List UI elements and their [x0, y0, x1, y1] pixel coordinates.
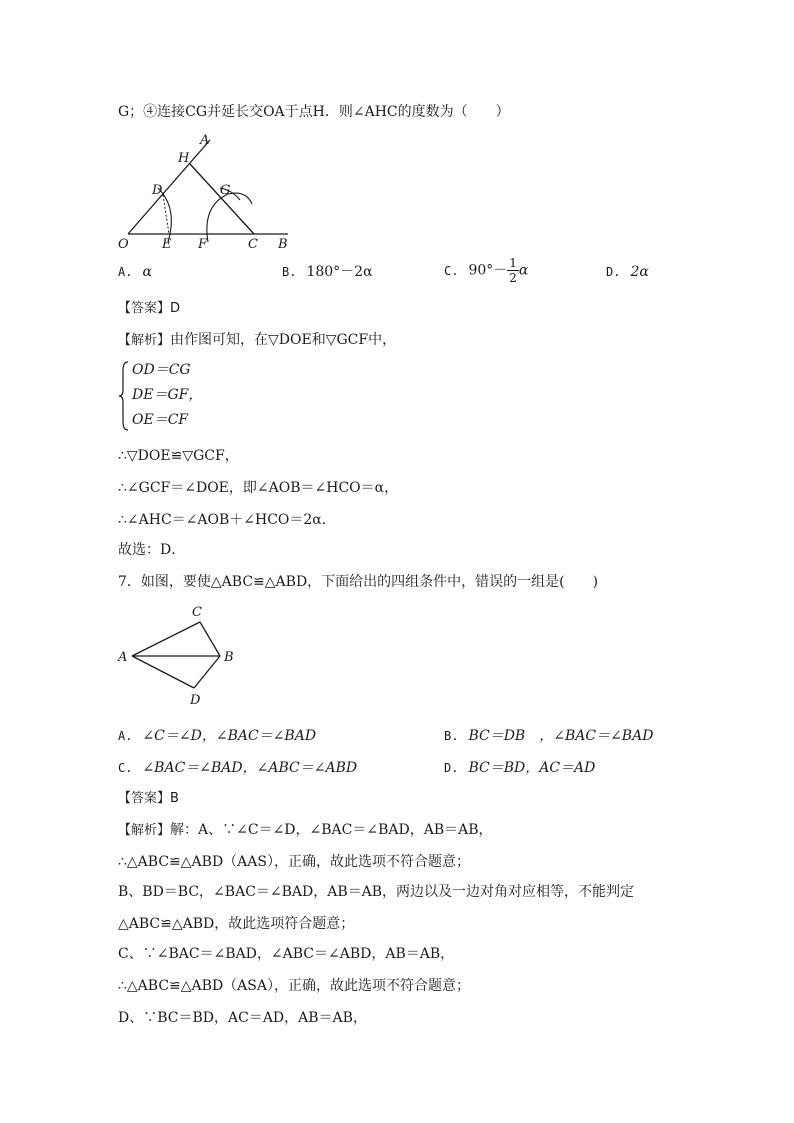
equation-de-gf: DE＝GF， [132, 387, 203, 403]
q6-figure [112, 128, 312, 254]
q6-step-3: ∴∠AHC＝∠AOB＋∠HCO＝2α． [118, 512, 336, 528]
q7-option-c[interactable]: C. ∠BAC＝∠BAD，∠ABC＝∠ABD [118, 760, 358, 776]
label-b: B [278, 237, 288, 252]
label-h: H [178, 151, 190, 166]
q6-option-d[interactable]: D. 2α [606, 264, 649, 280]
q6-conclusion: 故选：D． [118, 542, 186, 558]
label-b: B [224, 650, 234, 665]
q7-option-b[interactable]: B. BC＝DB ，∠BAC＝∠BAD [444, 728, 654, 744]
segment-ac [132, 622, 200, 656]
q7-stem: 7．如图，要使△ABC≌△ABD，下面给出的四组条件中，错误的一组是( ) [118, 574, 599, 590]
q6-option-a[interactable]: A. α [118, 264, 152, 280]
q7-analysis-line-4: △ABC≌△ABD，故此选项符合题意； [118, 916, 355, 932]
label-o: O [118, 237, 129, 252]
left-brace [118, 360, 130, 432]
q7-analysis-line-5: C、∵∠BAC＝∠BAD，∠ABC＝∠ABD，AB＝AB， [118, 946, 455, 962]
label-c: C [248, 237, 258, 252]
q7-analysis-line-3: B、BD＝BC，∠BAC＝∠BAD，AB＝AB，两边以及一边对角对应相等，不能判定 [118, 884, 635, 900]
label-d: D [190, 693, 201, 708]
label-a: A [200, 133, 210, 148]
segment-db [194, 656, 220, 688]
q7-analysis-line-6: ∴△ABC≌△ABD（ASA），正确，故此选项不符合题意； [118, 978, 470, 994]
q7-option-a[interactable]: A. ∠C＝∠D，∠BAC＝∠BAD [118, 728, 317, 744]
q7-analysis-line-2: ∴△ABC≌△ABD（AAS），正确，故此选项不符合题意； [118, 854, 470, 870]
segment-cb [200, 622, 220, 656]
q7-analysis-line-7: D、∵BC＝BD，AC＝AD，AB＝AB， [118, 1010, 367, 1026]
label-f: F [198, 237, 208, 252]
q7-option-d[interactable]: D. BC＝BD，AC＝AD [444, 760, 596, 776]
q7-analysis-line-1: 【解析】解：A、∵∠C＝∠D，∠BAC＝∠BAD，AB＝AB， [118, 822, 493, 838]
q6-step-2: ∴∠GCF＝∠DOE，即∠AOB＝∠HCO＝α， [118, 480, 399, 496]
ray-oa [128, 140, 210, 234]
q6-option-c[interactable]: C. 90°－ $\frac{1}{2}$ α [444, 256, 529, 285]
segment-ad [132, 656, 194, 688]
label-d: D [152, 183, 163, 198]
q6-equation-system [118, 360, 318, 432]
q6-answer: 【答案】D [118, 301, 181, 316]
equation-oe-cf: OE＝CF [132, 412, 189, 428]
label-g: G [220, 183, 231, 198]
q7-figure [112, 600, 252, 710]
arc-at-c [207, 193, 252, 242]
q6-stem-tail: G；④连接CG并延长交OA于点H．则∠AHC的度数为（ ） [118, 104, 510, 120]
label-e: E [162, 237, 172, 252]
fraction-one-half: $\frac{1}{2}$ [509, 256, 517, 285]
label-a: A [118, 650, 128, 665]
dashed-de [163, 195, 169, 234]
label-c: C [192, 605, 202, 620]
q6-step-1: ∴▽DOE≌▽GCF， [118, 448, 239, 464]
equation-od-cg: OD＝CG [132, 362, 191, 378]
q7-answer: 【答案】B [118, 791, 179, 806]
segment-hc [190, 164, 254, 234]
q6-analysis-intro: 【解析】由作图可知，在▽DOE和▽GCF中， [118, 332, 397, 348]
q6-option-b[interactable]: B. 180°－2α [282, 264, 373, 280]
